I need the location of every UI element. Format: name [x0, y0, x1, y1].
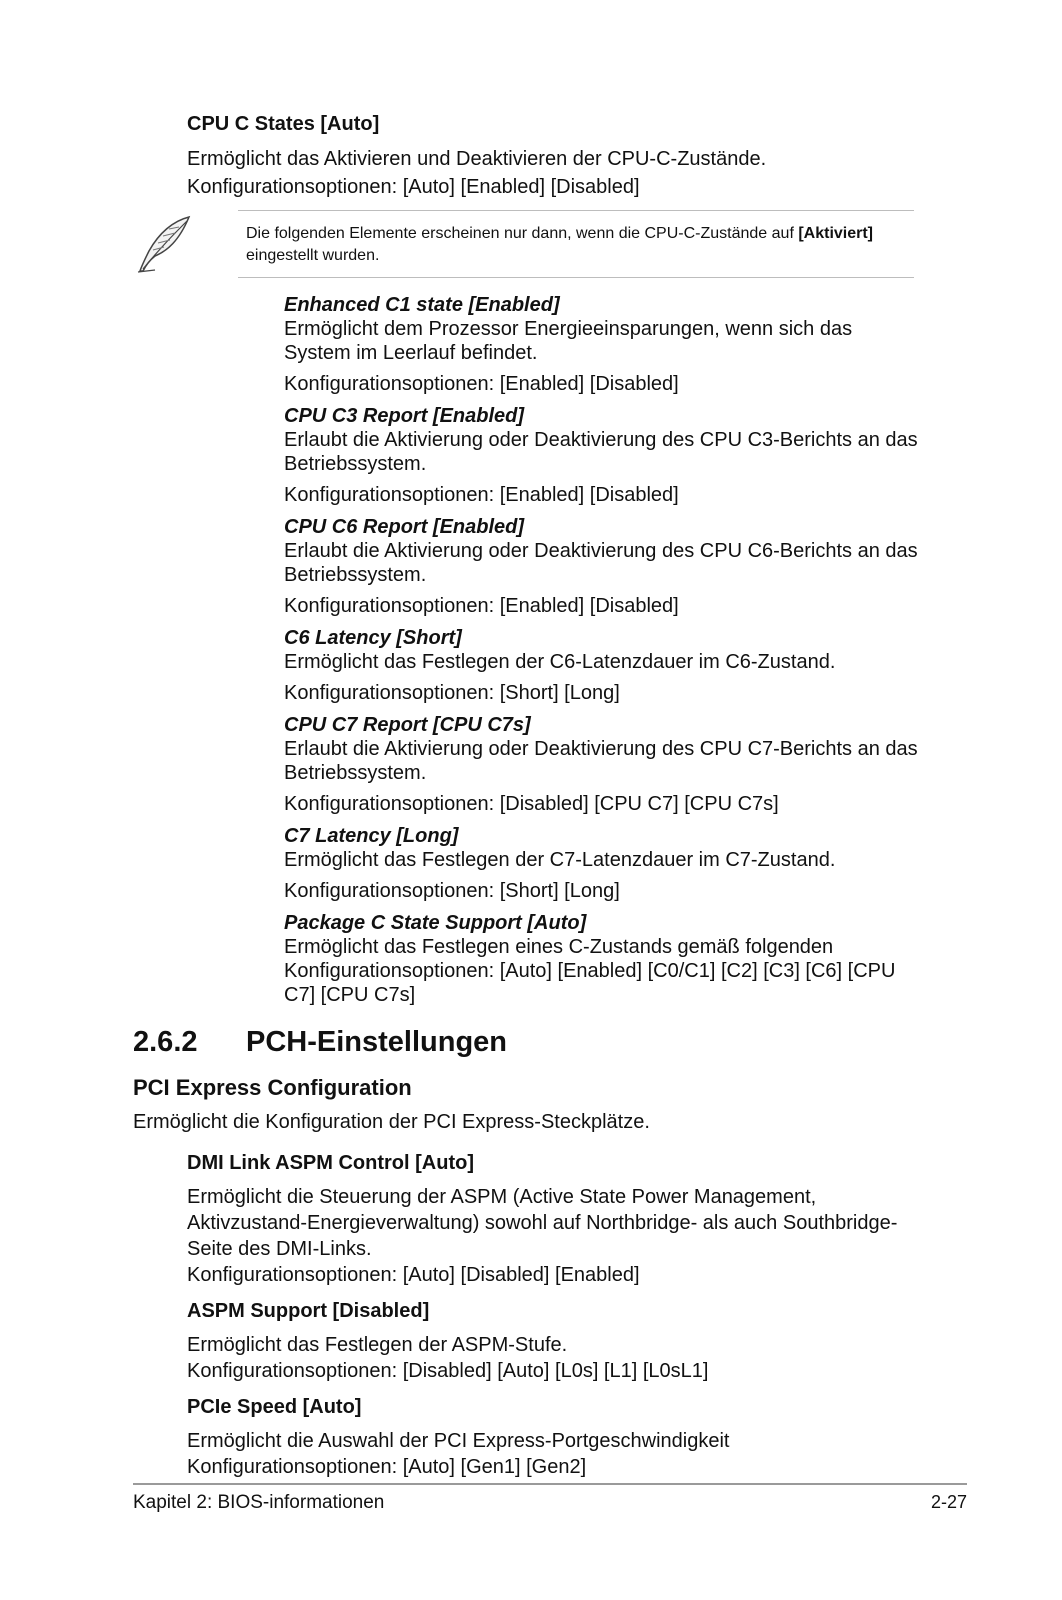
sub-item-options: Konfigurationsoptionen: [Short] [Long] [284, 682, 620, 704]
pch-item-options: Konfigurationsoptionen: [Auto] [Gen1] [Gen2] [187, 1456, 587, 1478]
pch-item-description: Ermöglicht die Steuerung der ASPM (Active State Power Management, Aktivzustand-Energieverwaltung) sowohl auf Northbridge- als auch Southbridge-Seite des DMI-Links. [187, 1186, 898, 1260]
footer-page-number: 2-27 [930, 1492, 967, 1512]
sub-item-heading: C6 Latency [Short] [284, 627, 462, 649]
pch-item [187, 1395, 917, 1480]
sub-item-description: Ermöglicht das Festlegen eines C-Zustands gemäß folgenden Konfigurationsoptionen: [Auto] [Enabled] [C0/C1] [C2] [C3] [C6] [CPU C7] [CPU C7s] [284, 936, 896, 1006]
sub-item-description: Ermöglicht das Festlegen der C6-Latenzdauer im C6-Zustand. [284, 651, 836, 673]
feather-pen-icon [133, 213, 195, 275]
pch-item [187, 1151, 917, 1288]
note-box [238, 210, 914, 278]
sub-item [284, 404, 924, 507]
pch-item-heading: ASPM Support [Disabled] [187, 1300, 430, 1322]
note-emphasis: [Aktiviert] [798, 225, 874, 242]
cpu-c-states-heading: CPU C States [Auto] [187, 113, 380, 135]
sub-item-options: Konfigurationsoptionen: [Short] [Long] [284, 880, 620, 902]
pch-item-description: Ermöglicht die Auswahl der PCI Express-Portgeschwindigkeit [187, 1430, 730, 1452]
note-text: Die folgenden Elemente erscheinen nur dann, wenn die CPU-C-Zustände auf [Aktiviert] eingestellt wurden. [246, 225, 874, 264]
sub-item-heading: Enhanced C1 state [Enabled] [284, 294, 560, 316]
pch-item-heading: PCIe Speed [Auto] [187, 1396, 362, 1418]
sub-item [284, 515, 924, 618]
sub-item-description: Erlaubt die Aktivierung oder Deaktivierung des CPU C6-Berichts an das Betriebssystem. [284, 540, 918, 586]
sub-item-description: Erlaubt die Aktivierung oder Deaktivierung des CPU C3-Berichts an das Betriebssystem. [284, 429, 918, 475]
pcie-config-description: Ermöglicht die Konfiguration der PCI Express-Steckplätze. [133, 1111, 650, 1133]
sub-item-heading: CPU C7 Report [CPU C7s] [284, 714, 531, 736]
pch-item-description: Ermöglicht das Festlegen der ASPM-Stufe. [187, 1334, 568, 1356]
section-number: 2.6.2 [133, 1026, 198, 1058]
pch-items [187, 1151, 917, 1491]
cpu-c-states-section [187, 112, 947, 201]
sub-item-description: Erlaubt die Aktivierung oder Deaktivierung des CPU C7-Berichts an das Betriebssystem. [284, 738, 918, 784]
section-heading [133, 1026, 933, 1066]
sub-item [284, 713, 924, 816]
sub-item-options: Konfigurationsoptionen: [Enabled] [Disabled] [284, 373, 679, 395]
sub-item-options: Konfigurationsoptionen: [Disabled] [CPU C7] [CPU C7s] [284, 793, 779, 815]
footer-chapter: Kapitel 2: BIOS-informationen [133, 1492, 385, 1513]
sub-item [284, 911, 924, 1007]
pch-item-heading: DMI Link ASPM Control [Auto] [187, 1152, 474, 1174]
section-title: PCH-Einstellungen [246, 1026, 508, 1058]
sub-item-description: Ermöglicht das Festlegen der C7-Latenzdauer im C7-Zustand. [284, 849, 836, 871]
sub-item-heading: CPU C3 Report [Enabled] [284, 405, 525, 427]
sub-item-options: Konfigurationsoptionen: [Enabled] [Disabled] [284, 595, 679, 617]
sub-item-heading: Package C State Support [Auto] [284, 912, 587, 934]
pch-item-options: Konfigurationsoptionen: [Auto] [Disabled] [Enabled] [187, 1264, 640, 1286]
sub-item [284, 824, 924, 903]
sub-item-options: Konfigurationsoptionen: [Enabled] [Disabled] [284, 484, 679, 506]
cpu-c-states-options: Konfigurationsoptionen: [Auto] [Enabled] [Disabled] [187, 176, 640, 198]
sub-item [284, 626, 924, 705]
c-state-sub-items [284, 293, 924, 1015]
sub-item-description: Ermöglicht dem Prozessor Energieeinsparungen, wenn sich das System im Leerlauf befindet. [284, 318, 853, 364]
pch-item-options: Konfigurationsoptionen: [Disabled] [Auto] [L0s] [L1] [L0sL1] [187, 1360, 709, 1382]
pch-item [187, 1299, 917, 1384]
sub-item-heading: CPU C6 Report [Enabled] [284, 516, 525, 538]
pcie-config-heading: PCI Express Configuration [133, 1075, 412, 1100]
sub-item [284, 293, 924, 396]
sub-item-heading: C7 Latency [Long] [284, 825, 459, 847]
footer-divider [133, 1483, 967, 1485]
cpu-c-states-description: Ermöglicht das Aktivieren und Deaktivieren der CPU-C-Zustände. [187, 148, 767, 170]
